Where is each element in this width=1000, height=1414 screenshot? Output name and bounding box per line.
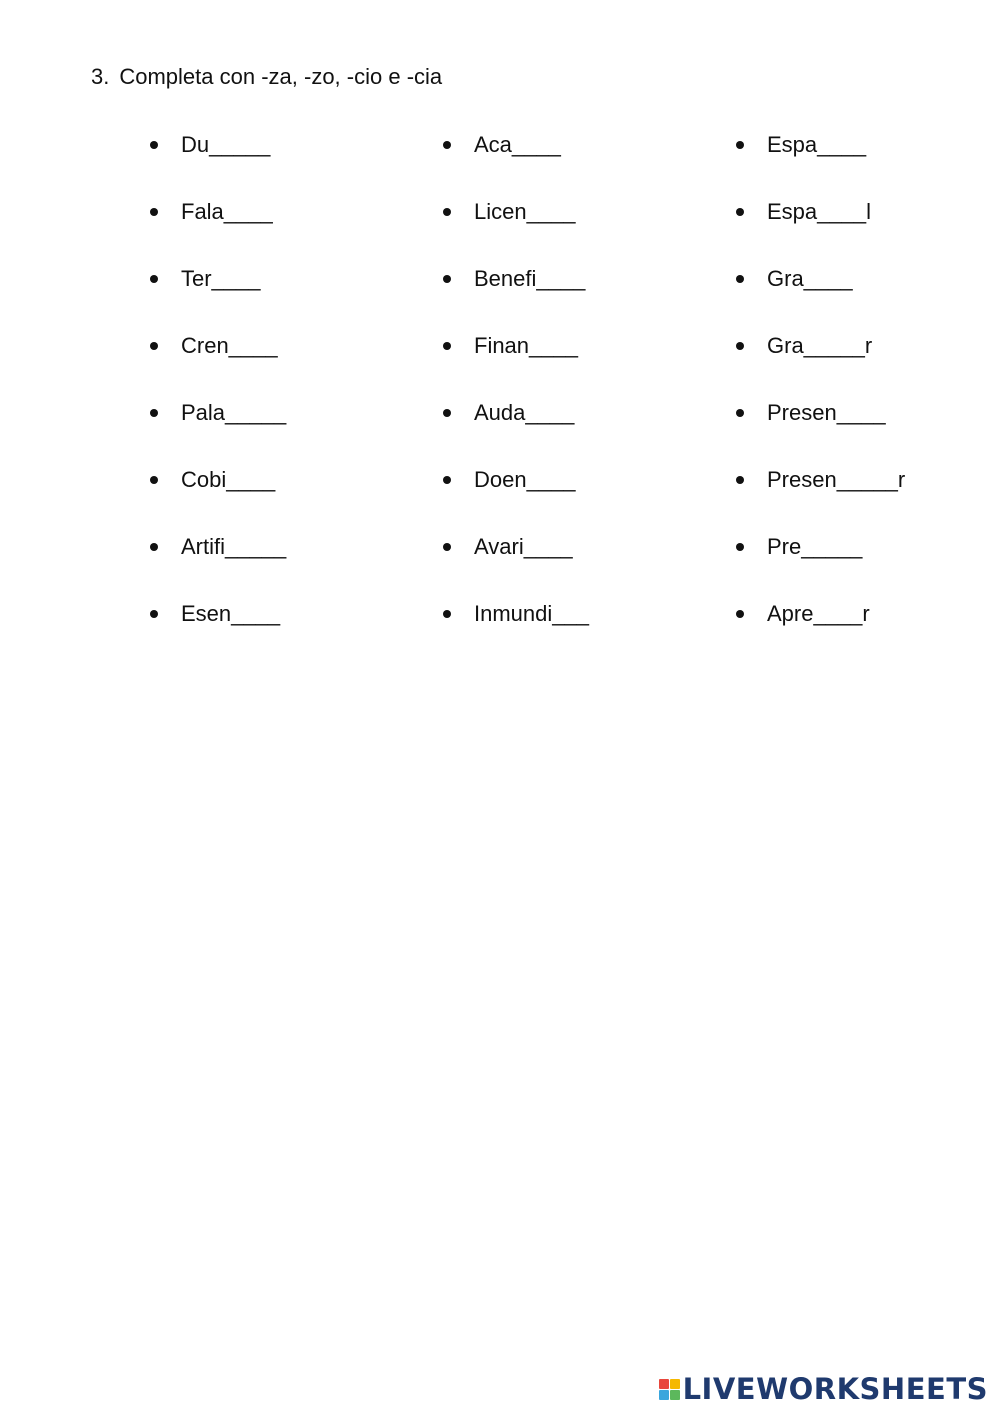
word-column-2 [443,131,723,667]
word-fragment: Cren____ [181,333,278,358]
logo-tile-3 [659,1390,669,1400]
exercise-heading [91,63,442,91]
list-item [443,399,723,466]
word-fragment: Gra_____r [767,333,873,358]
word-fragment: Licen____ [474,199,576,224]
list-item [443,600,723,667]
list-item [443,265,723,332]
word-fragment: Finan____ [474,333,578,358]
bullet-icon [150,610,158,618]
word-fragment: Benefi____ [474,266,586,291]
word-fragment: Pala_____ [181,400,287,425]
list-item [443,198,723,265]
logo-text: LIVEWORKSHEETS [682,1372,988,1406]
bullet-icon [736,476,744,484]
bullet-icon [443,342,451,350]
word-fragment: Cobi____ [181,467,276,492]
logo-tile-1 [659,1379,669,1389]
word-fragment: Apre____r [767,601,870,626]
list-item [736,399,1000,466]
word-fragment: Auda____ [474,400,575,425]
word-fragment: Doen____ [474,467,576,492]
bullet-icon [150,141,158,149]
list-item [150,198,430,265]
liveworksheets-logo [659,1372,988,1406]
list-item [736,131,1000,198]
list-item [443,131,723,198]
list-item [736,198,1000,265]
word-fragment: Artifi_____ [181,534,287,559]
word-column-1 [150,131,430,667]
bullet-icon [443,409,451,417]
list-item [150,600,430,667]
bullet-icon [150,543,158,551]
list-item [736,265,1000,332]
bullet-icon [736,610,744,618]
word-fragment: Espa____l [767,199,871,224]
word-fragment: Avari____ [474,534,573,559]
word-fragment: Inmundi___ [474,601,589,626]
logo-tile-2 [670,1379,680,1389]
list-item [736,533,1000,600]
bullet-icon [736,342,744,350]
logo-mark-icon [659,1379,680,1400]
bullet-icon [736,141,744,149]
word-fragment: Fala____ [181,199,273,224]
list-item [443,533,723,600]
bullet-icon [443,141,451,149]
list-item [736,600,1000,667]
list-item [150,466,430,533]
word-fragment: Du_____ [181,132,271,157]
word-fragment: Presen____ [767,400,886,425]
list-item [150,533,430,600]
word-fragment: Pre_____ [767,534,863,559]
list-item [150,399,430,466]
bullet-icon [736,543,744,551]
logo-tile-4 [670,1390,680,1400]
bullet-icon [443,275,451,283]
list-item [443,466,723,533]
bullet-icon [443,543,451,551]
bullet-icon [150,208,158,216]
bullet-icon [443,208,451,216]
word-fragment: Ter____ [181,266,261,291]
bullet-icon [150,342,158,350]
bullet-icon [150,275,158,283]
word-fragment: Presen_____r [767,467,906,492]
bullet-icon [150,476,158,484]
exercise-number: 3. [91,64,110,89]
word-fragment: Aca____ [474,132,561,157]
list-item [150,265,430,332]
bullet-icon [443,476,451,484]
list-item [150,332,430,399]
word-fragment: Gra____ [767,266,853,291]
list-item [443,332,723,399]
list-item [736,332,1000,399]
bullet-icon [736,275,744,283]
bullet-icon [150,409,158,417]
word-column-3 [736,131,1000,667]
bullet-icon [443,610,451,618]
word-fragment: Esen____ [181,601,281,626]
list-item [150,131,430,198]
exercise-instruction: Completa con -za, -zo, -cio e -cia [119,64,443,89]
bullet-icon [736,208,744,216]
bullet-icon [736,409,744,417]
word-fragment: Espa____ [767,132,867,157]
list-item [736,466,1000,533]
